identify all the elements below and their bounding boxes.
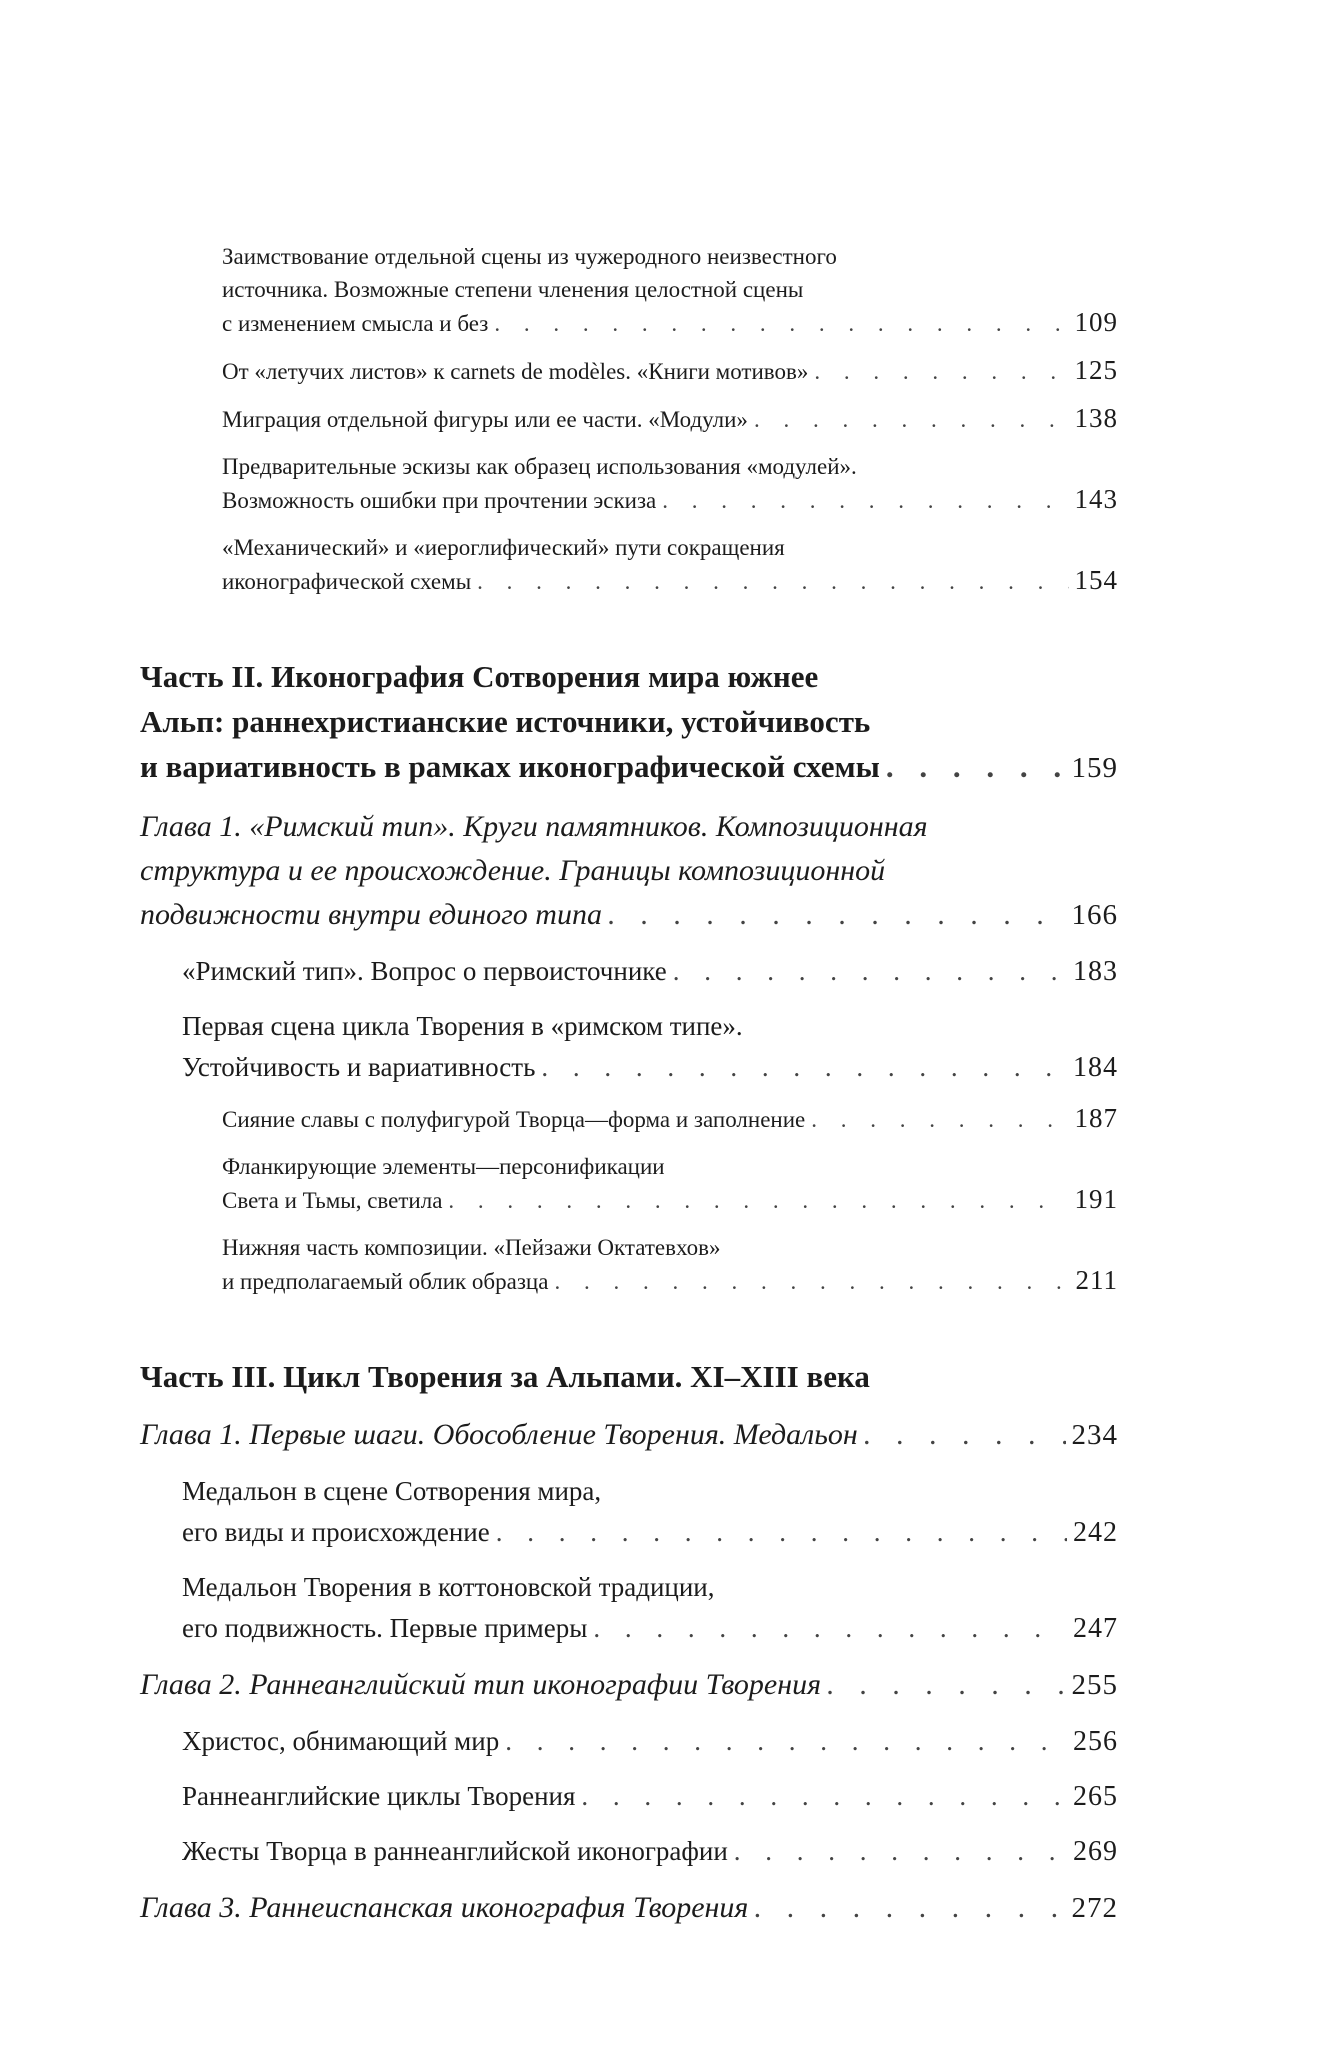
toc-line bbox=[222, 240, 1118, 273]
page-number: 256 bbox=[1073, 1726, 1118, 1757]
toc-line bbox=[222, 531, 1118, 564]
page-number: 242 bbox=[1073, 1517, 1118, 1548]
toc-line bbox=[140, 1354, 1118, 1399]
toc-text: подвижности внутри единого типа bbox=[140, 898, 602, 931]
page-number: 265 bbox=[1073, 1781, 1118, 1812]
page-number: 269 bbox=[1073, 1836, 1118, 1867]
toc-line bbox=[182, 1047, 1118, 1088]
dot-leader bbox=[541, 1047, 1067, 1088]
toc-text: Часть II. Иконография Сотворения мира южнее bbox=[140, 659, 819, 694]
page-number: 211 bbox=[1075, 1265, 1118, 1295]
toc-text: Миграция отдельной фигуры или ее части. «Модули» bbox=[222, 407, 748, 432]
toc-line bbox=[140, 654, 1118, 699]
dot-leader bbox=[448, 1184, 1068, 1217]
page-number: 272 bbox=[1071, 1892, 1118, 1924]
toc-line bbox=[182, 1512, 1118, 1553]
toc-text: Первая сцена цикла Творения в «римском типе». bbox=[182, 1011, 743, 1041]
dot-leader bbox=[554, 1265, 1069, 1298]
page-number: 234 bbox=[1071, 1419, 1118, 1451]
toc-line bbox=[222, 483, 1118, 517]
toc-text: Света и Тьмы, светила bbox=[222, 1188, 443, 1213]
toc-entry bbox=[140, 402, 1118, 436]
toc-entry bbox=[140, 1231, 1118, 1298]
toc-entry bbox=[140, 1102, 1118, 1136]
toc-line bbox=[140, 849, 1118, 893]
toc-entry bbox=[140, 1567, 1118, 1649]
dot-leader bbox=[754, 1886, 1065, 1930]
toc-entry bbox=[140, 1721, 1118, 1762]
toc-text: структура и ее происхождение. Границы композиционной bbox=[140, 854, 886, 887]
toc-part-heading bbox=[140, 654, 1118, 791]
toc-part-heading bbox=[140, 1354, 1118, 1399]
page-number: 159 bbox=[1071, 752, 1118, 784]
toc-text: Глава 1. «Римский тип». Круги памятников. Композиционная bbox=[140, 810, 928, 843]
toc-line bbox=[222, 1183, 1118, 1217]
dot-leader bbox=[814, 355, 1068, 388]
toc-line bbox=[140, 805, 1118, 849]
toc-text: иконографической схемы bbox=[222, 569, 472, 594]
toc-text: Жесты Творца в раннеанглийской иконографии bbox=[182, 1836, 728, 1866]
toc-text: Предварительные эскизы как образец использования «модулей». bbox=[222, 454, 857, 479]
toc-line bbox=[140, 744, 1118, 791]
toc-chapter-entry bbox=[140, 805, 1118, 937]
toc-line bbox=[222, 354, 1118, 388]
page-number: 143 bbox=[1074, 484, 1118, 514]
dot-leader bbox=[477, 565, 1068, 598]
dot-leader bbox=[496, 1512, 1067, 1553]
toc-line bbox=[182, 1471, 1118, 1512]
toc-text: и вариативность в рамках иконографической схемы bbox=[140, 749, 880, 784]
toc-line bbox=[182, 1567, 1118, 1608]
toc-entry bbox=[140, 1831, 1118, 1872]
toc-line bbox=[222, 1231, 1118, 1264]
page-number: 255 bbox=[1071, 1669, 1118, 1701]
dot-leader bbox=[734, 1831, 1067, 1872]
dot-leader bbox=[662, 484, 1068, 517]
toc-text: «Механический» и «иероглифический» пути сокращения bbox=[222, 535, 785, 560]
page-number: 154 bbox=[1074, 565, 1118, 595]
toc-text: его подвижность. Первые примеры bbox=[182, 1613, 588, 1643]
page-number: 191 bbox=[1074, 1184, 1118, 1214]
page-number: 125 bbox=[1074, 355, 1118, 385]
toc-entry bbox=[140, 1150, 1118, 1217]
toc-line bbox=[182, 1006, 1118, 1047]
dot-leader bbox=[593, 1608, 1067, 1649]
page-number: 109 bbox=[1074, 307, 1118, 337]
dot-leader bbox=[827, 1663, 1065, 1707]
toc-text: Раннеанглийские циклы Творения bbox=[182, 1781, 576, 1811]
toc-line bbox=[222, 450, 1118, 483]
toc-chapter-entry bbox=[140, 1413, 1118, 1457]
toc-line bbox=[140, 1413, 1118, 1457]
toc-line bbox=[182, 1776, 1118, 1817]
dot-leader bbox=[494, 307, 1068, 340]
toc-line bbox=[140, 893, 1118, 937]
toc-text: источника. Возможные степени членения целостной сцены bbox=[222, 277, 804, 302]
toc-entry bbox=[140, 1471, 1118, 1553]
dot-leader bbox=[754, 403, 1069, 436]
toc-entry bbox=[140, 240, 1118, 340]
toc-line bbox=[222, 564, 1118, 598]
page-number: 183 bbox=[1073, 956, 1118, 987]
toc-line bbox=[140, 699, 1118, 744]
page-number: 187 bbox=[1074, 1103, 1118, 1133]
toc-line bbox=[222, 1102, 1118, 1136]
toc-text: Глава 2. Раннеанглийский тип иконографии Творения bbox=[140, 1668, 822, 1701]
dot-leader bbox=[505, 1721, 1067, 1762]
table-of-contents bbox=[140, 240, 1118, 1944]
toc-entry bbox=[140, 1006, 1118, 1088]
toc-text: и предполагаемый облик образца bbox=[222, 1269, 549, 1294]
toc-text: Глава 3. Раннеиспанская иконография Творения bbox=[140, 1891, 749, 1924]
toc-line bbox=[140, 1663, 1118, 1707]
page-number: 166 bbox=[1071, 899, 1118, 931]
toc-text: Сияние славы с полуфигурой Творца—форма и заполнение bbox=[222, 1107, 806, 1132]
toc-text: От «летучих листов» к carnets de modèles. «Книги мотивов» bbox=[222, 359, 809, 384]
toc-line bbox=[222, 306, 1118, 340]
toc-text: «Римский тип». Вопрос о первоисточнике bbox=[182, 956, 667, 986]
dot-leader bbox=[864, 1413, 1066, 1457]
toc-line bbox=[222, 273, 1118, 306]
toc-text: Медальон Творения в коттоновской традиции, bbox=[182, 1572, 715, 1602]
toc-text: его виды и происхождение bbox=[182, 1517, 490, 1547]
toc-text: Фланкирующие элементы—персонификации bbox=[222, 1154, 665, 1179]
toc-line bbox=[222, 402, 1118, 436]
toc-chapter-entry bbox=[140, 1886, 1118, 1930]
toc-entry bbox=[140, 354, 1118, 388]
dot-leader bbox=[608, 893, 1066, 937]
toc-line bbox=[182, 951, 1118, 992]
dot-leader bbox=[673, 951, 1067, 992]
toc-line bbox=[182, 1831, 1118, 1872]
toc-text: Возможность ошибки при прочтении эскиза bbox=[222, 488, 657, 513]
toc-line bbox=[182, 1721, 1118, 1762]
dot-leader bbox=[581, 1776, 1067, 1817]
toc-line bbox=[140, 1886, 1118, 1930]
toc-line bbox=[222, 1264, 1118, 1298]
toc-text: Заимствование отдельной сцены из чужеродного неизвестного bbox=[222, 244, 837, 269]
dot-leader bbox=[811, 1103, 1068, 1136]
toc-text: с изменением смысла и без bbox=[222, 311, 489, 336]
toc-entry bbox=[140, 531, 1118, 598]
toc-text: Альп: раннехристианские источники, устойчивость bbox=[140, 704, 871, 739]
toc-entry bbox=[140, 951, 1118, 992]
toc-text: Нижняя часть композиции. «Пейзажи Октатевхов» bbox=[222, 1235, 721, 1260]
page-number: 247 bbox=[1073, 1613, 1118, 1644]
toc-text: Глава 1. Первые шаги. Обособление Творения. Медальон bbox=[140, 1418, 858, 1451]
toc-line bbox=[182, 1608, 1118, 1649]
toc-entry bbox=[140, 1776, 1118, 1817]
toc-line bbox=[222, 1150, 1118, 1183]
toc-chapter-entry bbox=[140, 1663, 1118, 1707]
toc-text: Часть III. Цикл Творения за Альпами. XI–XIII века bbox=[140, 1359, 870, 1394]
toc-text: Христос, обнимающий мир bbox=[182, 1726, 500, 1756]
dot-leader bbox=[886, 744, 1066, 789]
page-number: 138 bbox=[1074, 403, 1118, 433]
toc-entry bbox=[140, 450, 1118, 517]
toc-text: Устойчивость и вариативность bbox=[182, 1052, 536, 1082]
page-number: 184 bbox=[1073, 1052, 1118, 1083]
toc-text: Медальон в сцене Сотворения мира, bbox=[182, 1476, 602, 1506]
